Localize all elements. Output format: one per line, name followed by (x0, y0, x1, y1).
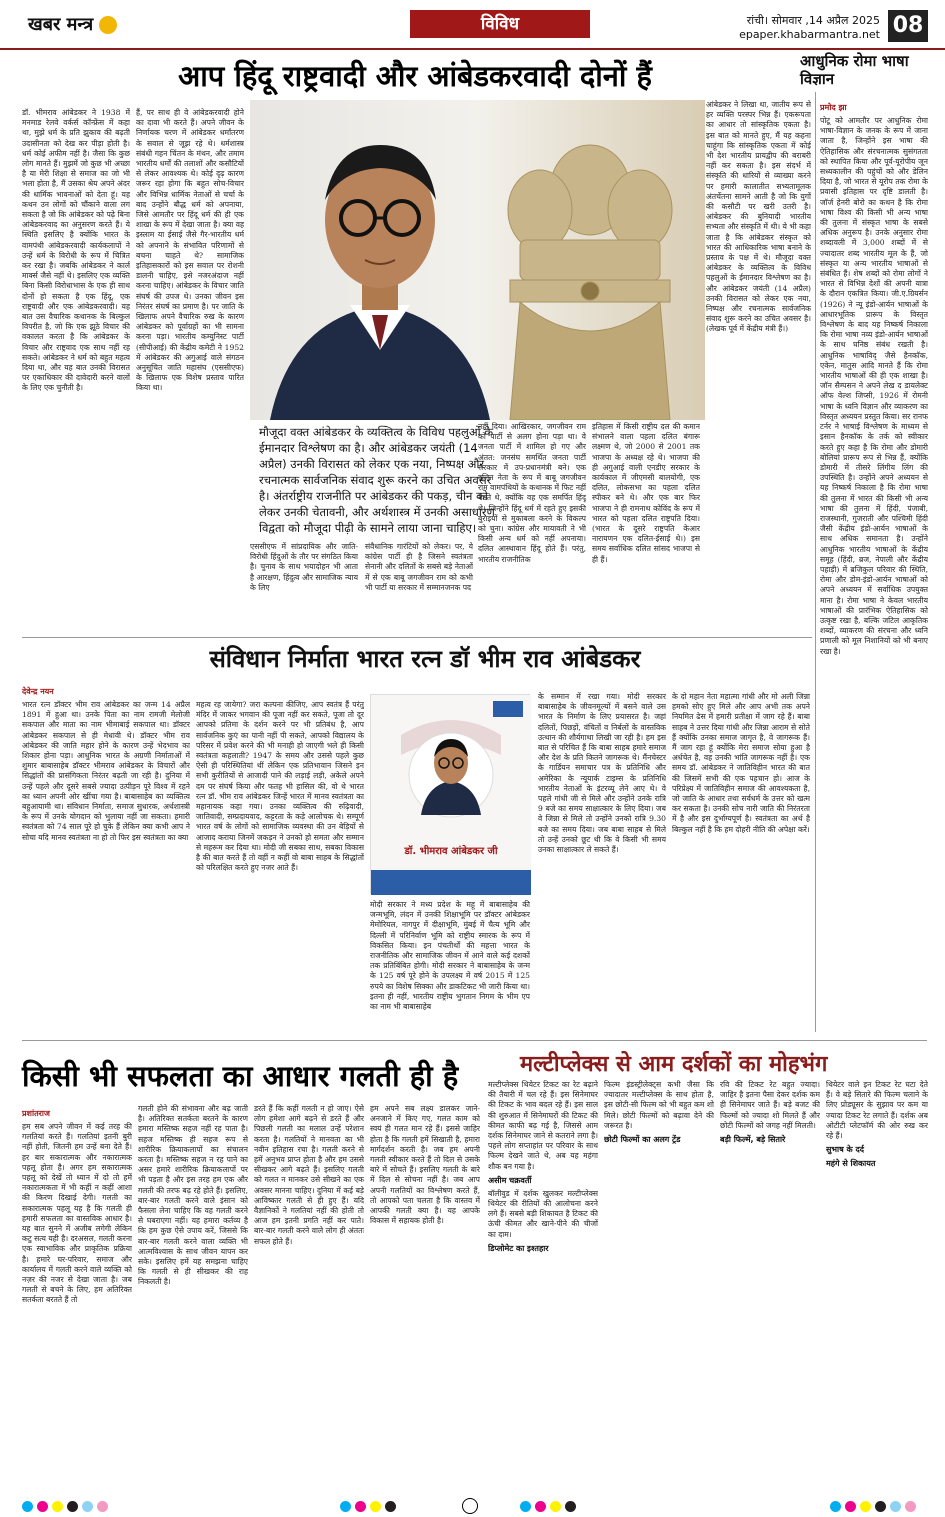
story2-col3: मोदी सरकार ने मध्य प्रदेश के महू में बाबासाहेब की जन्मभूमि, लंदन में उनकी शिक्षाभूमि पर डॉक्टर आंबेडकर मेमोरियल, नागपुर में दीक्षाभूमि, मुंबई में चैत्य भूमि और दिल्ली में परिनिर्वाण भूमि को राष्ट्रीय स्मारक के रूप में विकसित किया। इन पंचतीर्थों की महत्ता भारत के राजनीतिक और सामाजिक जीवन में आने वाले कई दशकों तक प्रतिबिंबित होगी। मोदी सरकार ने बाबासाहेब के जन्म के 125 वर्ष पूरे होने के उपलक्ष्य में वर्ष 2015 में 125 रुपये का विशेष सिक्का और डाकटिकट भी जारी किया था। इतना ही नहीं, भारतीय राष्ट्रीय भुगतान निगम के भीम एप का नाम भी बाबासाहेब (370, 900, 530, 1012)
story1-photo-caption: मौजूदा वक्त आंबेडकर के व्यक्तित्व के विविध पहलुओं के ईमानदार विश्लेषण का है। और आंबेडकर जयंती (14 अप्रैल) उनकी विरासत को लेकर एक नया, निष्पक्ष और रचनात्मक सार्वजनिक संवाद शुरू करने का उचित अवसर है। अंतर्राष्ट्रीय राजनीति पर आंबेडकर की पकड़, चीन को लेकर उनकी चेतावनी, और अर्थशास्त्र में उनकी असाधारण विद्वता को मौजूदा पीढ़ी के सामने लाया जाना चाहिए। (255, 420, 505, 538)
poster-illustration (371, 695, 531, 895)
story1-col3: एससीएफ में सांप्रदायिक और जाति-विरोधी हिंदुओं के तौर पर संगठित किया है। चुनाव के साथ भयादोहन भी आता है आरक्षण, हिंदुत्व और सामाजिक न्याय के लिए (250, 542, 358, 592)
story2-headline: संविधान निर्माता भारत रत्न डॉ भीम राव आंबेडकर (209, 645, 641, 673)
sidebar-byline: प्रमोद झा (820, 103, 847, 112)
column-divider (815, 92, 816, 1032)
color-dots-right (830, 1501, 916, 1512)
newspaper-logo: खबर मन्त्र (28, 12, 117, 36)
sidebar-text: पोटू को आमतौर पर आधुनिक रोमा भाषा-विज्ञान के जनक के रूप में जाना जाता है, जिन्होंने इस भाषा की ऐतिहासिक और संरचनात्मक सुसंगतता को स्थापित किया और पूर्व-यूरोपीय जून सध्यकालीन की पहुंचों को और डेलिन दिया है, जो भारत से यूरोप तक रोमा के प्रवासी इतिहास पर दृष्टि डालती है। जॉर्ज हेनरी बोरो का कथन है कि रोमा भाषा विश्व की किसी भी अन्य भाषा की तुलना में संस्कृत भाषा के सबसे अधिक अनुरूप है। उनके अनुसार रोमा शब्दावली में 3,000 शब्दों में से ज्यादातर शब्द भारतीय मूल के हैं, जो संस्कृत या अन्य भारतीय भाषाओं से संबंधित हैं। शेष शब्दों को रोमा लोगों ने भारत से विभिन्न देशों की अपनी यात्रा के दौरान एकत्रित किया। जी.ए.ग्रियर्सन (1926) ने न्यू इंडो-आर्यन भाषाओं के आधारभूतिक प्रारूप के विस्तृत विश्लेषण के बाद यह निष्कर्ष निकाला कि रोमा भाषा नव्य इंडो-आर्यन भाषाओं के साथ घनिष्ठ संबंध रखती है। आधुनिक भाषाविद् जैसे हैनकॉक, एकेन, मातुस आदि मानते हैं कि रोमा भारतीय भाषाओं की ही एक शाखा है। जॉन सैम्पसन ने अपने लेख द डायलेक्ट ऑफ वेल्श जिप्सी, 1926 में रोमनी भाषा के ध्वनि विज्ञान और व्याकरण का विस्तृत अध्ययन प्रस्तुत किया। सर रानफ टर्नर ने भाषाई विश्लेषण के माध्यम से इसान हैनकॉक के तर्क को स्वीकार करते हुए कहा है कि रोमा और डोमारी बोलियां प्रारूप रूप से भिन्न हैं, क्योंकि डोमारी में तीसरे लिंगीय लिंग की उपस्थिति है। उन्होंने अपने अध्ययन से यह निष्कर्ष निकाला है कि रोमा भाषा की तुलना में भारत की किसी भी अन्य भाषा की तुलना में हिंदी, पंजाबी, राजस्थानी, गुजराती और पश्चिमी हिंदी जैसी केंद्रीय इंडो-आर्यन भाषाओं के साथ अधिक समानता है। उन्होंने आधुनिक भारतीय भाषाओं के केंद्रीय समूह (हिंदी, ब्रज, नेपाली और केंद्रीय पहाड़ी) में ब्रजिकुल परिवार की स्थिति, रोमा और डोम-इंडो-आर्यन भाषाओं को अपने अध्ययन में सर्वाधिक उपयुक्त माना है। रोमा भाषा ने केवल भारतीय भाषाओं की प्रारंभिक ऐतिहासिक को उत्कृष्ट रखा है, बल्कि जटिल आकृतिक शब्दों, व्याकरण की संरचना और ध्वनि प्रणाली को मूल निशानियों को भी बनाए रखा है। (820, 116, 928, 656)
story3-col2: गलती होने की संभावना और बढ़ जाती है। अतिरिक्त सतर्कता बरतने के कारण हमारा मस्तिष्क सहज नहीं रह पाता है। सहज मस्तिष्क ही सहज रूप से शारीरिक क्रियाकलापों का संचालन करता है। मस्तिष्क सहज न रह पाने का असर हमारे शारीरिक क्रियाकलापों पर भी पड़ता है और इस तरह हम एक और गलती की तरफ बढ़ रहे होते हैं। इसलिए, बार-बार गलती करने वाले इंसान को फैसला लेना चाहिए कि वह गलती करने से घबराएगा नहीं। यह हमारा कर्तव्य है कि हम कुछ ऐसे उपाय करें, जिससे कि बार-बार गलती करने वाला व्यक्ति भी आत्मविश्वास के साथ जीवन यापन कर सके। इसलिए हमें यह समझना चाहिए कि गलती से ही सीखकर की राह निकलती है। (138, 1104, 248, 1287)
story4-subhead-4: बड़ी फिल्में, बड़े सितारे (720, 1135, 786, 1145)
registration-crosshair-icon (462, 1498, 478, 1514)
story1-col7: आंबेडकर ने लिखा था, जातीय रूप से हर व्यक्ति परस्पर भिन्न हैं। एकरूपता का आधार तो सांस्कृतिक एकता है। इस बात को मानते हुए, मैं यह कहना चाहूंगा कि सांस्कृतिक एकता में कोई भी देश भारतीय प्रायद्वीप की बराबरी नहीं कर सकता है। इस संदर्भ में संस्कृति की धारियों से व्याख्या करने पर हमारी कालातीत सभ्यतामूलक अंतर्चेतना सामने आती है जो कि युगों की कसौटी पर खरी उतरी है। आंबेडकर की बुनियादी भारतीय सभ्यता और संस्कृति में थी। ये भी कहा जाता है कि आंबेडकर संस्कृत को भारत की आधिकारिक भाषा बनाने के प्रस्ताव के पक्ष में थे। मौजूदा वक्त आंबेडकर के व्यक्तित्व के विविध पहलुओं के ईमानदार विश्लेषण का है। और आंबेडकर जयंती (14 अप्रैल) उनकी विरासत को लेकर एक नया, निष्पक्ष और रचनात्मक सार्वजनिक संवाद शुरू करने का उचित अवसर है। (लेखक पूर्व में केंद्रीय मंत्री हैं।) (706, 100, 811, 334)
story2-col5: के दो महान नेता महात्मा गांधी और मो अली जिन्ना हमको सोए हुए मिले और आप अभी तक अपने नियमित ढेस में हमारी प्रतीक्षा में जाग रहे हैं। बाबा साहब ने उत्तर दिया गांधी और जिन्ना आराम से सोते हैं क्योंकि उनका समाज जागृत है, वे जागरूक हैं। मैं जाग रहा हूं क्योंकि मेरा समाज सोया हुआ है अर्धचेत है, वह उनकी भांति जागरूक नहीं है। एक समय डॉ. आंबेडकर ने जातिविहीन भारत की बात की जिसमें सभी की एक पहचान हो। आज के परिप्रेक्ष्य में जातिविहीन समाज की आवश्यकता है, जो जाति के आधार तथा सर्वधर्म के उत्तर को खत्म कर सकता है। उनकी सोच नारी जाति की निरंतरता में है और इस दुर्भाग्यपूर्ण है। स्वतंत्रता का अर्थ है बिल्कुल नहीं है कि हम दोहरी नीति की अपेक्षा करें। (672, 692, 810, 834)
story1-col4: संवैधानिक गारंटियों को लेकर। पर, ये कांग्रेस पार्टी ही है जिसने स्वतंत्रता सेनानी और दलितों के सबसे बड़े नेताओं में से एक बाबू जगजीवन राम को कभी भी पार्टी या सरकार में सम्मानजनक पद (365, 542, 473, 592)
story4-col4-wrap (720, 1080, 820, 1490)
story4-col5-wrap (826, 1080, 928, 1490)
color-dots-left (22, 1501, 108, 1512)
story1-col5: नहीं दिया। आखिरकार, जगजीवन राम को पार्टी से अलग होना पड़ा था। वे जनता पार्टी में शामिल हो गए और अंतत: जनसंघ समर्थित जनता पार्टी सरकार में उप-प्रधानमंत्री बने। एक दलित नेता के रूप में बाबू जगजीवन राम वामपंथियों के कथानक में फिट नहीं बैठते थे, क्योंकि वह एक समर्पित हिंदू थे। जिन्होंने हिंदू धर्म में रहते हुए इसकी बुराइयों से मुकाबला करने के विकल्प को चुना। कांग्रेस और मायावती ने भी किसी अन्य धर्म को नहीं अपनाया। दलित आस्थावान हिंदू होते हैं। परंतु, भारतीय राजनीतिक (478, 422, 586, 564)
story4-subhead-3: छोटी फिल्मों का अलग ट्रेंड (604, 1135, 681, 1145)
story4-col1: मल्टीप्लेक्स थियेटर टिकट का रेट बढ़ाने की तैयारी में चल रहे हैं। इस सिनेमाघर की टिकट के भाव बदल रहे हैं। इस साल की शुरुआत में सिनेमाघरों की टिकट की कीमत काफी बढ़ गई है, जिससे आम दर्शक सिनेमाघर जाने से कतराने लगा है। पहले लोग सप्ताहांत पर परिवार के साथ फिल्म देखने जाते थे, अब यह महंगा शौक बन गया है। (488, 1080, 598, 1171)
epaper-url[interactable]: epaper.khabarmantra.net (739, 28, 880, 41)
story4-headline: मल्टीप्लेक्स से आम दर्शकों का मोहभंग (520, 1052, 828, 1077)
dateline (730, 14, 880, 42)
story1-col6: इतिहास में किसी राष्ट्रीय दल की कमान संभालने वाला पहला दलित बंगारू लक्ष्मण थे, जो 2000 से 2001 तक भाजपा के अध्यक्ष रहे थे। भाजपा की ही अगुआई वाली एनडीए सरकार के कार्यकाल में जीएमसी बालयोगी, एक दलित, लोकसभा का पहला दलित स्पीकर बने थे। और एक बार फिर भाजपा ने ही रामनाथ कोविंद के रूप में भारत को पहला दलित राष्ट्रपति दिया। (भारत के दूसरे राष्ट्रपति केआर नारायणन एक दलित-ईसाई थे।) इस समय सर्वाधिक दलित सांसद भाजपा से ही हैं। (592, 422, 700, 564)
sidebar-headline: आधुनिक रोमा भाषा विज्ञान (800, 52, 909, 88)
story4-subhead-2: डिप्लोमेट का इश्तहार (488, 1243, 549, 1253)
story2-col1: भारत रत्न डॉक्टर भीम राव आंबेडकर का जन्म 14 अप्रैल 1891 में हुआ था। उनके पिता का नाम रामजी मेलोजी सकपाल और माता का नाम भीमाबाई सकपाल था। डॉक्टर आंबेडकर सकपाल से ही मेधावी थे। डॉक्टर भीम राव आंबेडकर की जाति महार होने के कारण उन्हें भेदभाव का शिकार होना पड़ा। आधुनिक भारत के अग्रणी निर्माताओं में शुमार बाबासाहेब डॉक्टर भीमराव आंबेडकर के विचारों और सिद्धांतों की प्रासंगिकता निरंतर बढ़ती जा रही है। दुनिया में उन्हें पहले और दूसरे सबसे ज्यादा उत्पीड़न पूरे विश्व में रहने का ध्यान अपनी ओर खींचा गया है। बाबासाहेब का व्यक्तित्व बहुआयामी था। संविधान निर्माता, समाज सुधारक, अर्थशास्त्री के रूप में उनके योगदान को भुलाया नहीं जा सकता। हमारी स्वतंत्रता को 74 साल पूरे हो चुके हैं लेकिन क्या कभी आप ने सोचा यदि मानव स्वतंत्रता ना हो तो फिर इस स्वतंत्रता का क्या (22, 700, 190, 842)
story4-subhead-5: सुभाष के दर्द (826, 1145, 864, 1155)
story2-byline: देवेन्द्र नयन (22, 687, 54, 696)
ambedkar-poster (370, 694, 530, 894)
story4-col5: थियेटर वाले इन टिकट रेट घटा देते हैं। वे बड़े सितारे की फिल्म चलाने के लिए प्रोड्यूसर के सुझाव पर कम या ज्यादा टिकट रेट लगाते हैं। दर्शक अब ओटीटी प्लेटफॉर्म की ओर रुख कर रहे हैं। (826, 1080, 928, 1141)
story1-col2: हैं, पर साथ ही वे आंबेडकरवादी होने का दावा भी करते हैं। अपने जीवन के निर्णायक चरण में आंबेडकर धर्मांतरण के सवाल से जूझ रहे थे। धर्मशास्त्र संबंधी गहन चिंतन के मंथन, और तमाम भारतीय धर्मों की तलाशों और कसौटियों से लेकर आवश्यक थे। कोई दृढ़ कारण जरूर रहा होगा कि बहुत सोच-विचार और विभिन्न धार्मिक नेताओं से चर्चा के बाद उन्होंने बौद्ध धर्म को अपनाया, जिसे आमतौर पर हिंदू धर्म की ही एक शाखा के रूप में देखा जाता है। क्या वह इस्लाम या ईसाई जैसे गैर-भारतीय धर्म को अपनाने के संभावित परिणामों से बचना चाहते थे? सामाजिक इतिहासकारों को इस सवाल पर रोशनी डालनी चाहिए, इसे नजरअंदाज नहीं करना चाहिए। आंबेडकर के विचार जाति संघर्ष की उपज थे। उनका जीवन इस निरंतर संघर्ष का प्रमाण है। पर जाति के खिलाफ अपने वैचारिक रुख के कारण आंबेडकर को पूर्वाग्रहों का भी सामना करना पड़ा। भारतीय कम्युनिस्ट पार्टी (सीपीआई) की केंद्रीय कमेटी ने 1952 में आंबेडकर की अगुआई वाले संगठन अनुसूचित जाति महासंघ (एससीएफ) के खिलाफ एक विशेष प्रस्ताव पारित किया था। (136, 108, 244, 393)
ambedkar-illustration (250, 100, 705, 420)
story4-col2: बॉलीवुड में दर्शक खुलकर मल्टीप्लेक्स थियेटर की रीतियों की आलोचना करने लगे हैं। सबसे बड़ी शिकायत है टिकट की ऊंची कीमत और खाने-पीने की चीजों का दाम। (488, 1188, 598, 1239)
date-text: रांची। सोमवार ,14 अप्रैल 2025 (746, 14, 880, 27)
color-dots-center-left (340, 1501, 396, 1512)
story3-col4: हम अपने सब लक्ष्य डालकर जाने-अनजाने में किए गए, गलत काम को स्वयं ही गलत मान रहे हैं। इससे जाहिर होता है कि गलती हमें सिखाती है, हमारा मार्गदर्शन करती है। जब हम अपनी गलती स्वीकार करते हैं तो दिल से उसके बारे में सोचते हैं। इसलिए गलती के बारे में दिल से सोचना नहीं है। जब आप अपनी गलतियों का विश्लेषण करते हैं, तो आपको पता चलता है कि वास्तव में आपकी गलती क्या है। यह आपके विकास में सहायक होती है। (370, 1104, 480, 1226)
section-label: विविध (410, 10, 590, 38)
section-divider-2 (22, 1040, 927, 1041)
page-number: 08 (888, 10, 928, 42)
story3-col3: डरते हैं कि कहीं गलती न हो जाए। ऐसे लोग हमेशा आगे बढ़ने से डरते हैं और पिछली गलती का मलाल उन्हें परेशान करता है। गलतियों ने मानवता का भी नवीन इतिहास रचा है। गलती करने से हमें अनुभव प्राप्त होता है और हम उससे सीखकर आगे बढ़ते हैं। इसलिए गलती को गलत न मानकर उसे सीखने का एक अवसर मानना चाहिए। दुनिया में कई बड़े आविष्कार गलती से ही हुए हैं। यदि वैज्ञानिकों ने गलतियां नहीं की होती तो आज हम इतनी प्रगति नहीं कर पाते। बार-बार गलती करने वाले लोग ही अंततः सफल होते हैं। (254, 1104, 364, 1246)
section-divider (22, 637, 812, 638)
story4-subhead-6: महंगे से शिकायत (826, 1159, 876, 1169)
color-dots-center-right (520, 1501, 576, 1512)
story3-byline: प्रशांतराज (22, 1109, 50, 1118)
story1-col1: डॉ. भीमराव आंबेडकर ने 1938 में मनमाड रेलवे वर्कर्स कॉन्फ्रेंस में कहा था, मुझे धर्म के प्रति झुकाव की बढ़ती उदासीनता को देख कर पीड़ा होती है। धर्म कोई अफीम नहीं है। जैसा कि कुछ लोग मानते हैं। मुझमें जो कुछ भी अच्छा है या मेरी शिक्षा से समाज का जो भी भला होता है, मैं उसका श्रेय अपने अंदर की धार्मिक भावनाओं को देता हूं। यह कथन उन लोगों को चौंकाने वाला लग सकता है जो कि आंबेडकर को पढ़े बिना आंबेडकरवाद का अनुसरण करते हैं। ये स्थिति इसलिए है क्योंकि भारत के वामपंथी आंबेडकरवादी कार्यकलापों ने उन्हें धर्म के विरोधी के रूप में चित्रित कर रखा है। जबकि आंबेडकर ने कार्ल मार्क्स जैसे नहीं थे। इसलिए एक व्यक्ति बिना किसी विरोधाभास के एक ही साथ दोनों हो सकता है एक हिंदू, एक राष्ट्रवादी और एक आंबेडकरवादी। यह बात उस वैचारिक कथानक के बिल्कुल विपरीत है, जो कि एक झूठे विचार की वकालत करता है कि आंबेडकर के विचार और राष्ट्रवाद एक साथ नहीं रह सकते। आंबेडकर ने धर्म को बहुत महत्व दिया था, और यह बात उनकी विरासत पर एकाधिकार की दावेदारी करने वालों के लिए एक चुनौती है। (22, 108, 130, 393)
story3-col1: हम सब अपने जीवन में कई तरह की गलतियां करते हैं। गलतियां इतनी बुरी नहीं होती, जितनी हम उन्हें बना देते हैं। हर बार सकारात्मक और नकारात्मक पहलू होता है। अगर हम सकारात्मक पहलू को देखें तो ध्यान में दो तो हमें नकारात्मकता में भी कहीं न कहीं आशा की किरण दिखाई देगी। गलती का सकारात्मक पहलू यह है कि गलती ही हमारी सफलता का वास्तविक आधार है। यह बात सुनने में अजीब लगेगी लेकिन कटु सत्य यही है। दरअसल, गलती करना एक स्वाभाविक और प्राकृतिक प्रक्रिया है। हमारे घर-परिवार, समाज और कार्यालय में गलती करने वाले व्यक्ति को नज़र की नजर से देखा जाता है। जब गलती से बचने के लिए, हम अतिरिक्त सतर्कता बरतते हैं तो (22, 1122, 132, 1305)
story4-col1-wrap (488, 1080, 598, 1490)
story2-col2: महत्व रह जायेगा? जरा कल्पना कीजिए, आप स्वतंत्र हैं परंतु मंदिर में जाकर भगवान की पूजा नहीं कर सकते, पूजा तो दूर आपको प्रतिमा के दर्शन करने पर भी प्रतिबंध है, आप सार्वजनिक कुएं का पानी नहीं पी सकते, आपको विद्यालय के परिसर में प्रवेश करने की भी मनाही हो जाएगी भले ही किसी स्वतंत्रता कहलाती? 1947 के समय और उससे पहले कुछ ऐसी ही परिस्थितियां थीं लेकिन एक प्रतिभावान जिसने इन सभी कुरीतियों से आजादी पाने की लड़ाई लड़ी, अकेले अपने दम पर संघर्ष किया और फतह भी हासिल की, वो थे भारत रत्न डॉ. भीम राव आंबेडकर जिन्हें भारत में मानव स्वतंत्रता का महानायक कहा गया। उनका व्यक्तित्व की रुढ़िवादी, जातिवादी, सम्प्रदायवाद, कट्टरता के कड़े आलोचक थे। सम्पूर्ण भारत वर्ष के लोगों को सामाजिक व्यवस्था की उन बेड़ियों से आजाद कराया जिनमें जकड़न ने उनको हो समता और सम्मान से महरूम कर दिया था। मोदी जी सबका साथ, सबका विकास है की बात करते हैं तो वहीं न कहीं वो बाबा साहब के सिद्धांतों को परिलक्षित करते हुए नजर आते हैं। (196, 700, 364, 873)
story4-subhead-1: असीम चक्रवर्ती (488, 1175, 532, 1185)
story4-col3: फिल्म इंडस्ट्रीलेक्ट्स कभी जैसा कि ज्यादातर मल्टीप्लेक्स के साथ होता है, इस छोटी-सी फिल्म को भी बहुत कम शो मिले। छोटी फिल्मों को बढ़ावा देने की जरूरत है। (604, 1080, 714, 1130)
poster-title: डॉ. भीमराव आंबेडकर जी (404, 846, 498, 857)
story4-col4: रवि की टिकट रेट बहुत ज्यादा। जाहिर है इतना पैसा देकर दर्शक कम ही सिनेमाघर जाते हैं। बड़े बजट की फिल्मों को ज्यादा शो मिलते हैं और छोटी फिल्मों को जगह नहीं मिलती। (720, 1080, 820, 1130)
logo-emblem-icon (99, 16, 117, 34)
story4-col3-wrap (604, 1080, 714, 1490)
story2-col4: के सम्मान में रखा गया। मोदी सरकार बाबासाहेब के जीवनमूल्यों में बसने वाले उस भारत के निर्माण के लिए प्रयासरत है। जहां दलितों, पिछड़ों, वंचितों व निर्बलों के वास्तविक उत्थान की शौर्यगाथा लिखी जा रही है। हम इस बात से परिचित हैं कि बाबा साहब हमारे समाज और देश के प्रति कितने जागरूक थे। मैंनचेस्टर के गार्डियन समाचार पत्र के प्रतिनिधि और अमेरिका के न्यूयार्क टाइम्स के प्रतिनिधि भारतीय नेताओं के इंटरव्यू लेने आए थे। वे पहले गांधी जी से मिले और उन्होंने उनके रात्रि 9 बजे का समय साक्षात्कार के लिए दिया। जब वे जिन्ना से मिले तो उन्होंने उनको रात्रि 9.30 बजे का समय दिया। जब बाबा साहब से मिले तो उन्हें उनको छूट थी कि वे किसी भी समय उनका साक्षात्कार ले सकते हैं। (538, 692, 666, 855)
story3-headline: किसी भी सफलता का आधार गलती ही है (22, 1059, 459, 1093)
ambedkar-photo (250, 100, 705, 420)
print-registration-strip (0, 1497, 945, 1517)
story1-headline: आप हिंदू राष्ट्रवादी और आंबेडकरवादी दोनों हैं (178, 59, 652, 93)
